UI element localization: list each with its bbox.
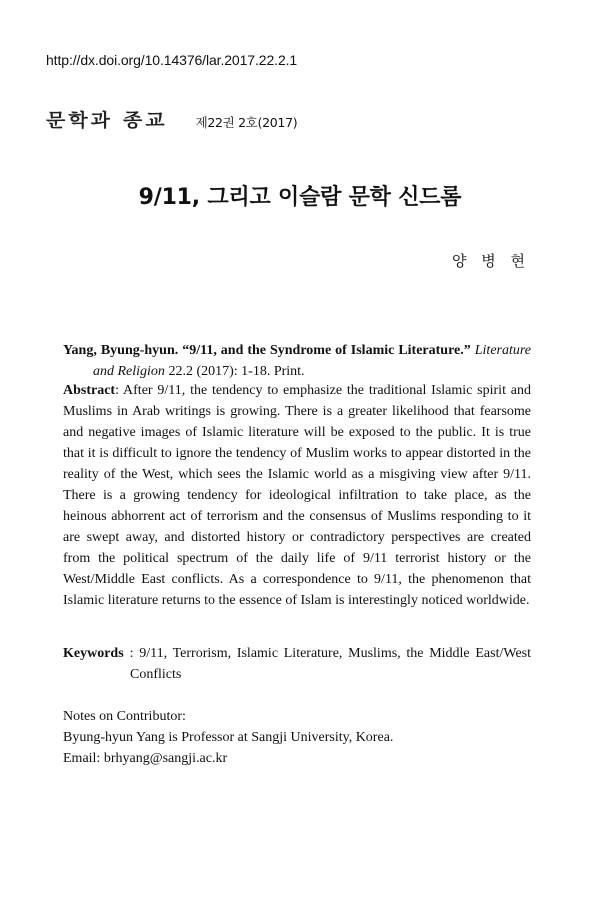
keywords-continuation: Conflicts (130, 667, 182, 682)
citation-journal-part-1: Literature (474, 343, 532, 358)
citation-details: 22.2 (2017): 1-18. Print. (164, 364, 305, 379)
contributor-bio: Byung-hyun Yang is Professor at Sangji University, Korea. (63, 730, 394, 745)
citation-author-title: Yang, Byung-hyun. “9/11, and the Syndrome of Islamic Literature.” (63, 343, 471, 358)
citation (63, 340, 531, 382)
citation-line-1 (63, 340, 531, 361)
journal-issue: 제22권 2호(2017) (195, 115, 298, 130)
doi-link[interactable]: http://dx.doi.org/10.14376/lar.2017.22.2.1 (46, 52, 298, 68)
abstract-label: Abstract (63, 383, 116, 398)
citation-line-2 (63, 361, 531, 382)
contributor-notes (63, 706, 531, 769)
keywords-label: Keywords (63, 646, 124, 661)
contributor-heading: Notes on Contributor: (63, 709, 186, 724)
abstract (63, 380, 531, 611)
journal-logo: 문학과 종교 (46, 108, 168, 131)
paper-title: 9/11, 그리고 이슬람 문학 신드롬 (138, 185, 462, 210)
keywords-row (63, 643, 531, 664)
keywords (63, 643, 531, 685)
keywords-text: : 9/11, Terrorism, Islamic Literature, Muslims, the Middle East/West (129, 646, 531, 661)
contributor-email[interactable]: Email: brhyang@sangji.ac.kr (63, 751, 228, 766)
paper-author: 양 병 현 (451, 252, 530, 270)
abstract-text: : After 9/11, the tendency to emphasize the traditional Islamic spirit and Muslims in Arab writings is growing. There is a greater likelihood that fearsome and negative images of Islamic literature will be exposed to the public. It is true that it is difficult to ignore the tendency of Muslim works to appear distorted in the reality of the West, which sees the Islamic world as a misgiving view after 9/11. There is a growing tendency for ideological infiltration to take place, as the heinous abhorrent act of terrorism and the consensus of Muslims responding to it are swept away, and distorted history or contradictory perspectives are created from the political spectrum of the daily life of 9/11 terrorist history or the West/Middle East conflicts. As a correspondence to 9/11, the phenomenon that Islamic literature returns to the essence of Islam is interestingly noticed worldwide. (63, 383, 531, 608)
journal-header (46, 104, 297, 133)
citation-journal-part-2: and Religion (93, 364, 165, 379)
